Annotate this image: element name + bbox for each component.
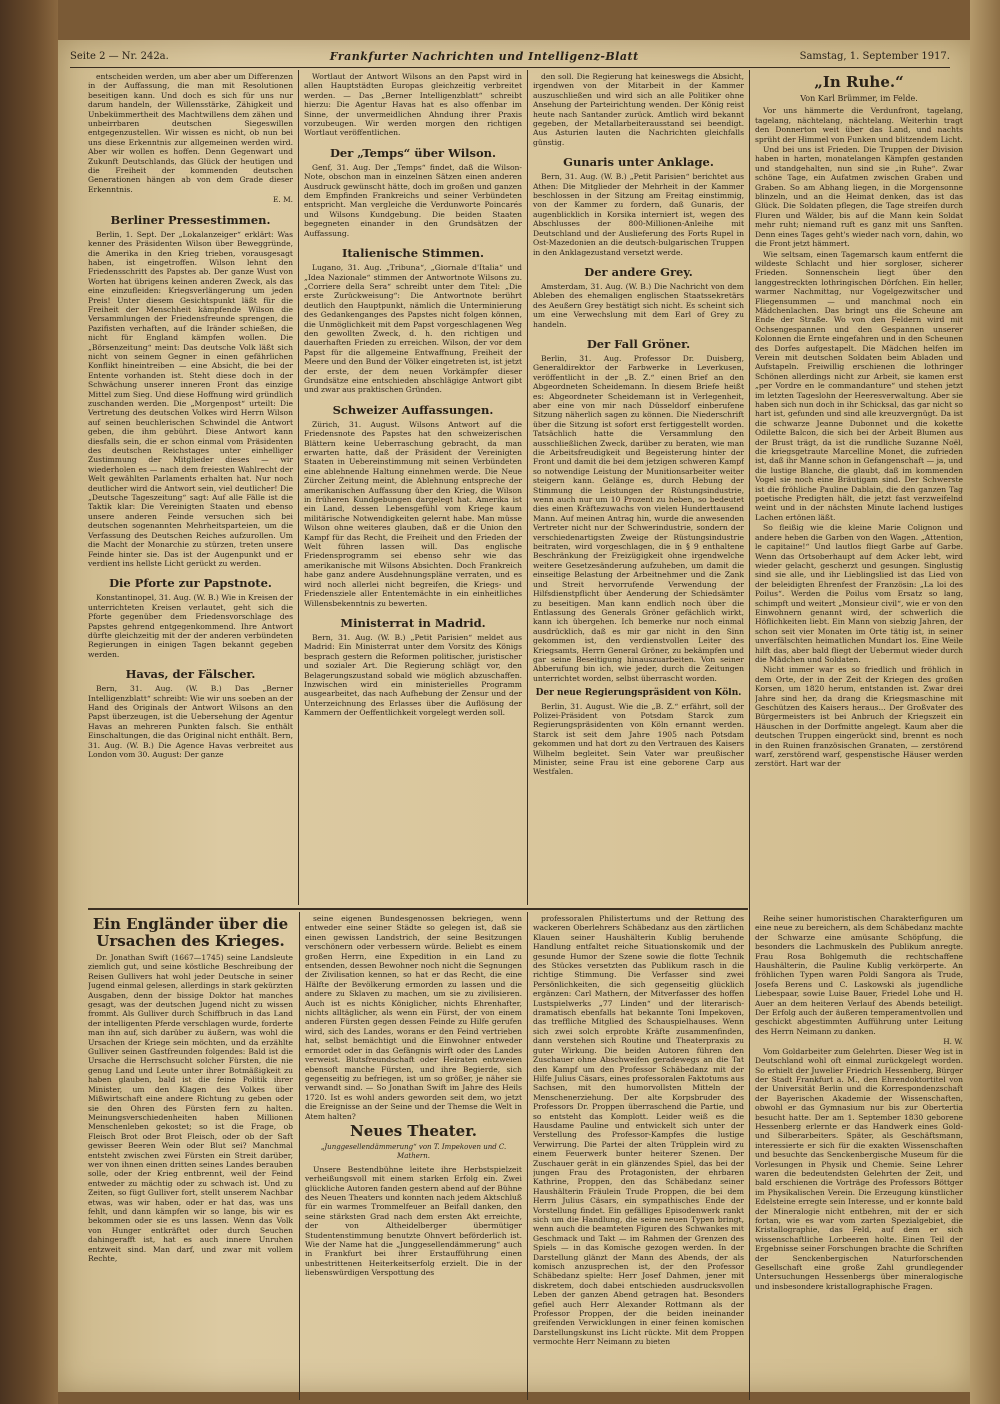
page-edge	[970, 0, 1000, 1404]
article-text: Und bei uns ist Frieden. Die Truppen der Division haben in harten, monatelangen Kämpfen gestanden und standgehalten, nun sind sie „in Ruhe“. Zwar schöne Tage, ein Aufatmen zwischen Graben und Graben. So am Abhang liegen, in die Morgensonne blinzeln, und an die Heimat denken, das ist das Glück. Die Soldaten pflegen, die Tage streifen durch Fluren und Wälder, bis auf die Mann kein Soldat mehr ruht; niemand ruft es ganz mit uns Sanften. Denn eines Tages geht's wieder nach vorn, dahin, wo die Front jetzt hämmert.	[755, 145, 963, 249]
headline: Der Fall Gröner.	[586, 336, 691, 351]
article-text: So fleißig wie die kleine Marie Colignon und andere heben die Garben von den Wagen. „Attention, le capitaine!“ Und lautlos fliegt Garbe auf Garbe. Wenn das Ortsoberhaupt auf dem Acker lebt, wird wieder gelacht, gescherzt und gesungen. Singlustig sind sie alle, und ihr Lieblingslied ist das Lied von der beleidigten Ehrenfest der Französin: „La loi des Poilus“. Werden die Poilus vom Ersatz so lang, schimpft und weitert „Monsieur civil“, wie er von den Einwohnern genannt wird, der schwerlich die Höflichkeiten liebt. Ein Mann von siebzig Jahren, der schon seit vier Monaten im Orte tätig ist, in seiner unverfälschten heimatlichen Mundart los. Eine Weile hilft das, aber bald fliegt der Uebermut wieder durch die Mädchen und Soldaten.	[755, 523, 963, 664]
article-text: Zürich, 31. August. Wilsons Antwort auf die Friedensnote des Papstes hat den schweizerischen Blättern keine Ueberraschung gebracht, da man erwarten hatte, daß der Präsident der Vereinigten Staaten in Uebereinstimmung mit seinen Verbündeten eine ablehnende Haltung einnehmen werde. Die Neue Zürcher Zeitung meint, die Ablehnung entspreche der amerikanischen Auffassung über den Krieg, die Wilson in früheren Kundgebungen dargelegt hat. Amerika ist ein Land, dessen Lebensgefühl vom Kriege kaum militärische Notwendigkeiten gelernt habe. Man müsse Wilson ohne weiteres glauben, daß er die Union den Kampf für das Recht, die Freiheit und den Frieden der Welt führen lassen will. Das englische Friedensprogramm sei ebenso sehr wie das amerikanische mit Wilsons Absichten. Doch Frankreich habe ganz andere Ausdehnungspläne verraten, und es wird noch allerlei nicht begreifen, die Kriegs- und Friedensziele aller Ententemächte in ein einheitliches Willensbekenntnis zu bewerten.	[304, 419, 522, 608]
article-text: Vor uns hämmerte die Verdunfront, tagelang, tagelang, nächtelang, nächtelang. Weiterhin tragt den Donnerton weit über das Land, und nachts sprüht der Himmel von Funken und blitzendem Licht.	[755, 106, 963, 144]
headline: Italienische Stimmen.	[341, 246, 485, 261]
signature: H. W.	[943, 1037, 963, 1047]
issue-date: Samstag, 1. September 1917.	[799, 50, 950, 62]
headline: Gunaris unter Anklage.	[563, 155, 714, 170]
headline: Havas, der Fälscher.	[125, 667, 256, 682]
column-3	[533, 72, 744, 904]
headline: Neues Theater.	[350, 1121, 477, 1140]
page-header	[70, 48, 950, 68]
byline: Von Karl Brümmer, im Felde.	[800, 94, 918, 103]
article-text: Wortlaut der Antwort Wilsons an den Papst wird in allen Hauptstädten Europas gleichzeitig verbreitet werden. — Das „Berner Intelligenzblatt“ schreibt hierzu: Die Agentur Havas hat es also offenbar im Sinne, der unvermeidlichen Ahndung ihrer Praxis vorzubeugen. Wir werden morgen den richtigen Wortlaut veröffentlichen.	[304, 72, 522, 138]
column-2	[304, 72, 522, 904]
feuilleton-title: „In Ruhe.“	[814, 73, 904, 91]
article-text: Dr. Jonathan Swift (1667—1745) seine Landsleute ziemlich gut, und seine köstliche Beschreibung der Reisen Gullivers hat wohl jeder Deutsche in seiner Jugend einmal gelesen, allerdings in stark gekürzten Ausgaben, denn der bissige Doktor hat manches gesagt, was der deutschen Jugend nicht zu wissen frommt. Als Gulliver durch Schiffbruch in das Land der intelligenten Pferde verschlagen wurde, forderte man ihn auf, sich darüber zu äußern, was wohl die Ursachen der Kriege sein möchten, und da erzählte Gulliver seinen Gastfreunden folgendes: Bald ist die Ursache die Herrschsucht solcher Fürsten, die nie genug Land und Leute unter ihrer Botmäßigkeit zu haben glauben, bald ist die feine Politik ihrer Minister, um den Klagen des Volkes über Mißwirtschaft eine andere Richtung zu geben oder sie den Ohren des Fürsten fern zu halten. Meinungsverschiedenheiten haben Millionen Menschenleben gekostet; so ist die Frage, ob Fleisch Brot oder Brot Fleisch, oder ob der Saft gewisser Beeren Wein oder Blut sei? Manchmal entsteht zwischen zwei Fürsten ein Streit darüber, wer von ihnen einen dritten seines Landes berauben solle, oder der Krieg entbrennt, weil der Feind entweder zu mächtig oder zu schwach ist. Und zu Zeiten, so fügt Gulliver fort, stellt unserem Nachbar etwas, was wir haben, oder er hat das, was uns fehlt, und dann kämpfen wir so lange, bis wir es bekommen oder sie es uns lassen. Wenn das Volk von Hunger entkräftet oder durch Seuchen dahingerafft ist, hat es auch innere Unruhen entzweit sind. Man darf, und zwar mit vollem Rechte,	[88, 953, 293, 1263]
column-rule	[527, 70, 528, 905]
subheadline: „Junggesellendämmerung“ von T. Impekoven und C. Mathern.	[320, 1142, 507, 1161]
column-rule	[299, 912, 300, 1400]
article-text: Genf, 31. Aug. Der „Temps“ findet, daß die Wilson-Note, obschon man in einzelnen Sätzen einen anderen Ausdruck gewünscht hätte, doch im großen und ganzen dem Empfinden Frankreichs und seiner Verbündeten entspricht. Man vergleiche die Verdunworte Poincarés und Wilsons Kundgebung. Die beiden Staaten begegneten einander in den Grundsätzen der Auffassung.	[304, 162, 522, 238]
column-rule	[298, 70, 299, 905]
signature: E. M.	[272, 195, 293, 205]
headline: Ministerrat in Madrid.	[340, 615, 486, 630]
article-text: entscheiden werden, um aber aber um Differenzen in der Auffassung, die man mit Resolutionen beseitigen kann. Und doch es sich für uns nur darum handeln, der Willensstärke, Zähigkeit und Unbekümmertheit des Machtwillens dem zähen und unbeirrbaren deutschen Siegeswillen entgegenzustellen. Wir wissen es nicht, ob nun bei uns diese Erkenntnis zur allgemeinen werden wird. Aber wir wollen es hoffen. Denn Gegenwart und Zukunft Deutschlands, das Glück der heutigen und die Freiheit der kommenden deutschen Generationen hängen ab von dem Grade dieser Erkenntnis.	[88, 72, 293, 194]
article-text: Amsterdam, 31. Aug. (W. B.) Die Nachricht von dem Ableben des ehemaligen englischen Staatssekretärs des Aeußern Grey bestätigt sich nicht. Es scheint sich um eine Verwechslung mit dem Earl of Grey zu handeln.	[533, 281, 744, 329]
headline: Der „Temps“ über Wilson.	[329, 145, 497, 160]
page-number: Seite 2 — Nr. 242a.	[70, 50, 169, 62]
section-rule	[88, 908, 748, 910]
article-text: Wie seltsam, einen Tagemarsch kaum entfernt die wildeste Schlacht und hier sorgloser, sicherer Frieden. Sonnenschein liegt über den langgestreckten lothringischen Dörfchen. Ein heller, warmer Nachmittag, nur Vogelgezwitscher und Fliegensummen — und manchmal noch ein Mädchenlachen. Das bringt uns die Scheune am Ende der Straße. Wo von den Feldern wird mit Ochsengespannen und den Gespannen unserer Kolonnen die Ernte eingefahren und in den Scheunen des Dorfes aufgestapelt. Die Mädchen helfen im Verein mit deutschen Soldaten beim Abladen und Aufstapeln. Freiwillig erschienen die lothringer Schönen allerdings nicht zur Arbeit, sie kamen erst „per Vordre en le commandanture“ und stehen jetzt im letzten Tageslohn der Heeresverwaltung. Aber sie haben sich nun doch in ihr Schicksal, das gar nicht so hart ist, gefunden und sind alle kreuzvergnügt. Da ist die schwarze Jeanne Dubonnet und die kokette Odilette Balcon, die sich bei der Arbeit Blumen aus der Brust trägt, da ist die rundliche Suzanne Noël, die kriegsgetraute Marcelline Monet, die zufrieden ist, daß ihr Manne schon in Gefangenschaft — ja, und die lustige Blanche, die glaubt, daß im kommenden Vogel sie noch eine Bräutigam sind. Der Schwerste ist die fröhliche Pauline Dablain, die den ganzen Tag poetische Predigten hält, die jetzt fast verzweifelnd weint und in der nächsten Minute lachend lustiges Lachen ertönen läßt.	[755, 249, 963, 522]
bottom-column-4	[755, 914, 963, 1400]
article-text: professoralen Philistertums und der Rettung des wackeren Oberlehrers Schäbedanz aus den zärtlichen Klauen seiner Haushälterin Kublig beruhende Handlung entfaltet reiche Situationskomik und der gesunde Humor der Szene sowie die flotte Technik des Stückes versetzten das Publikum rasch in die richtige Stimmung. Die Verfasser sind zwei Persönlichkeiten, die sich gegenseitig glücklich ergänzen: Carl Mathern, der Mitverfasser des hoffen Lustspielwerks „77 Linden“ und der literarisch-dramatisch ebenfalls hat bekannte Toni Impekoven, das treffliche Mitglied des Schauspielhauses. Wenn sich zwei solch erprobte Kräfte zusammenfinden, dann verstehen sich Routine und Theaterpraxis zu guter Wirkung. Die beiden Autoren führen den Zuschauer ohne Abschweifen geradewegs an die Tat den Kampf um den Professor Schäbedanz mit der Hilfe Julius Cäsars, eines professoralen Faktotums aus Sachsen, mit den humorvollsten Mitteln der Menschenerziehung. Der alte Korpsbruder des Professors Dr. Proppen überraschend die Partie, und so entsteht das Komplott. Leider weiß es die Hausdame Pauline und entwickelt sich unter der Verstellung des Professor-Kampfes die lustige Verwirrung. Die Partei der alten Trüpplein wird zu einem Feuerwerk bunter heiterer Szenen. Der Zuschauer gerät in ein glänzendes Spiel, das bei der jungen Frau des Protagonisten, der ehrbaren Kathrine, Proppen, den das Schäbedanz seiner Haushälterin Fräulein Trude Proppen, die bei dem Herrn Julius Cäsars, ein sympathisches Ende der Vorstellung findet. Ein gefälliges Episodenwerk rankt sich um die Handlung, die seine neuen Typen bringt, wenn auch die beamteten Figuren des Schwankes mit Geschmack und Takt — im Rahmen der Grenzen des Spiels — in das Komische gezogen werden. In der Darstellung glänzt der Mann des Abends, der als komisch anzusprechen ist, der den Professor Schäbedanz spielte: Herr Josef Dahmen, jener mit diskretem, doch dabei entschieden ausdrucksvollen Leben der ganzen Abend getragen hat. Besonders gefiel auch Herr Alexander Rottmann als der Professor Proppen, der die beiden ineinander greifenden Verwicklungen in einer feinen komischen Darstellungskunst ins Licht rückte. Mit dem Proppen vermochte Herr Neimann zu bieten	[533, 914, 744, 1347]
headline: Der neue Regierungspräsident von Köln.	[535, 688, 742, 699]
headline: Der andere Grey.	[584, 264, 693, 279]
article-text: Berlin, 31. August. Wie die „B. Z.“ erfährt, soll der Polizei-Präsident von Potsdam Starck zum Regierungspräsidenten von Köln ernannt werden. Starck ist seit dem Jahre 1905 nach Potsdam gekommen und hat dort zu den Vertrauen des Kaisers Wilhelm begleitet. Sein Vater war preußischer Minister, seine Frau ist eine geborene Carp aus Westfalen.	[533, 701, 744, 777]
article-text: Reihe seiner humoristischen Charakterfiguren um eine neue zu bereichern, als dem Schäbedanz machte der Schwarze eine amüsante Schöpfung, die besonders die Lachmuskeln des Publikum anregte. Frau Rosa Bohlgemuth die rechtschaffene Haushälterin, die Pauline Kublig verkörperte. An fröhlichen Typen waren Poldi Sangora als Trude, Josefa Berens und C. Laskowski als jugendliche Liebespaar, sowie Luise Bauer, Friedel Lohe und H. Auer an dem heiteren Verlauf des Abends beteiligt. Der Erfolg auch der äußeren temperamentvollen und geschickt abgestimmten Aufführung unter Leitung des Herrn Neimann zu danken.	[755, 914, 963, 1036]
headline: Schweizer Auffassungen.	[332, 402, 494, 417]
article-text: Lugano, 31. Aug. „Tribuna“, „Giornale d'Italia“ und „Idea Nazionale“ stimmen der Antwortnote Wilsons zu. „Corriere della Sera“ schreibt unter dem Titel: „Die erste Zurückweisung“: Die Antwortnote berührt deutlich den Hauptpunkt, nämlich die Unterminierung des Gedankenganges des Papstes nicht folgen können, die Unmöglichkeit mit dem Papst vorgeschlagenen Weg den gewollten Zweck, d. h. den richtigen und dauerhaften Frieden zu erreichen. Wilson, der vor dem Papst für die allgemeine Entwaffnung, Freiheit der Meere und den Bund der Völker eingetreten ist, ist jetzt der erste, der dem neuen Vorkämpfer dieser Grundsätze eine entschieden abschlägige Antwort gibt und zwar aus praktischen Gründen.	[304, 263, 522, 395]
headline: Die Pforte zur Papstnote.	[109, 576, 272, 591]
book-spine	[0, 0, 58, 1404]
article-text: den soll. Die Regierung hat keineswegs die Absicht, irgendwen von der Mitarbeit in der Kammer auszuschließen und wird sich an alle Politiker ohne Ansehung der Parteirichtung wenden. Der König reist heute nach Santander zurück. Amtlich wird bekannt gegeben, der Metallarbeiterausstand sei beendigt. Aus Asturien lauten die Nachrichten gleichfalls günstig.	[533, 72, 744, 147]
article-text: seine eigenen Bundesgenossen bekriegen, wenn entweder eine seiner Städte so gelegen ist, daß sie einen gewissen Landstrich, der seine Besitzungen verschönern oder verbessern würde. Beliebt es einem großen Herrn, eine Expedition in ein Land zu entsenden, dessen Bewohner noch nicht die Segnungen der Zivilisation kennen, so hat er das Recht, die eine Hälfte der Bevölkerung ermorden zu lassen und die andere zu Sklaven zu machen, um sie zu zivilisieren. Auch ist es nichts Königlicher, nichts Ehrenhafter, nichts alltäglicher, als wenn ein Fürst, der von einem anderen Fürsten gegen dessen Feinde zu Hilfe gerufen wird, sich des Landes, worans er den Feind vertrieben hat, selbst bemächtigt und die Einwohner entweder ermordet oder in das Gefängnis wirft oder des Landes verweist. Blutsfreundschaft oder Heiraten entzweien ebensoft manche Fürsten, und ihre Begierde, sich gegenseitig zu befriegen, ist um so größer, je näher sie verwandt sind. — So Jonathan Swift im Jahre des Heils 1720. Ist es wohl anders geworden seit dem, wo jetzt die Ereignisse an der Seine und der Themse die Welt in Atem halten?	[305, 914, 522, 1121]
bottom-column-1	[88, 914, 293, 1400]
feature-title: Ein Engländer über die Ursachen des Krieges.	[92, 915, 289, 950]
column-rule	[749, 70, 750, 1400]
bottom-column-3	[533, 914, 744, 1400]
article-text: Bern, 31. Aug. (W. B.) „Petit Parisien“ meldet aus Madrid: Ein Ministerrat unter dem Vorsitz des Königs besprach gestern die Reformen politischer, juristischer und sozialer Art. Die Regierung schlägt vor, den Belagerungszustand sobald wie möglich abzuschaffen. Inzwischen wird ein ministerielles Programm ausgearbeitet, das nach Aufhebung der Zensur und der Unterzeichnung des Erlasses über die Auflösung der Kammern der Oeffentlichkeit vorgelegt werden soll.	[304, 632, 522, 718]
article-text: Berlin, 1. Sept. Der „Lokalanzeiger“ erklärt: Was kenner des Präsidenten Wilson über Beweggründe, die Amerika in den Krieg trieben, vorausgesagt haben, ist eingetroffen. Wilson lehnt den Friedensschritt des Papstes ab. Der ganze Wust von Worten hat übrigens keinen anderen Zweck, als das eine einzufleiden: Kriegsverlängerung um jeden Preis! Unter diesem Gesichtspunkt läßt für die Freiheit der Menschheit kämpfende Wilson die Versammlungen der Friedensfreunde sprengen, die Pazifisten verhaften, auf die Iränder schießen, die nicht für England kämpfen wollen. Die „Börsenzeitung“ meint: Das deutsche Volk läßt sich nicht von seinem Gegner in einen gefährlichen Konflikt hineintreiben — eine Absicht, die bei der Entente vorhanden ist. Steht diese doch in der Schwächung unserer inneren Front das einzige Mittel zum Sieg. Und diese Hoffnung wird gründlich zuschanden werden. Die „Morgenpost“ urteilt: Die Vertretung des deutschen Volkes wird Herrn Wilson auf seinen beuchlerischen Schwindel die Antwort geben, die ihm gebührt. Diese Antwort kann diesfalls sein, die er schon einmal vom Präsidenten des deutschen Reichstages unter einhelliger Zustimmung der Mitglieder dieses — wir wiederholen es — nach dem freiesten Wahlrecht der Welt gewählten Parlaments erhalten hat. Nur noch deutlicher wird die Antwort sein, viel deutlicher! Die „Deutsche Tageszeitung“ sagt: Auf alle Fälle ist die Taktik klar: Die Vereinigten Staaten und ebenso unsere anderen Feinde versuchen sich bei deutschen sogenannten Mehrheitsparteien, um die Verfassung des Deutschen Reiches aufzurollen. Um die Macht der Monarchie zu stürzen, treten unsere Feinde hinter sie. Das ist der Augenpunkt und er verdient ins hellste Licht gerückt zu werden.	[88, 229, 293, 568]
article-text: Unsere Bestendbühne leitete ihre Herbstspielzeit verheißungsvoll mit einem starken Erfolg ein. Zwei glückliche Autoren fanden gestern abend auf der Bühne des Neuen Theaters und konnten nach jedem Aktschluß für ein warmes Trommelfeuer an Beifall danken, den seine stärksten Grad nach dem ersten Akt erreichte, der von Altheidelberger übermütiger Studentenstimmung benutzte Ohnvert beförderlich ist. Wie der Name hat die „Junggesellendämmerung“ auch in Frankfurt bei ihrer Erstaufführung einen unbestrittenen Heiterkeitserfolg erzielt. Die in der liebenswürdigen Verspottung des	[305, 1164, 522, 1278]
column-4	[755, 72, 963, 904]
article-text: Berlin, 31. Aug. Professor Dr. Duisberg, Generaldirektor der Farbwerke in Leverkusen, veröffentlicht in der „B. Z.“ einen Brief an den Abgeordneten Scheidemann. In diesem Briefe heißt es: Abgeordneter Scheidemann ist in Verlegenheit, aber eine von mir nach Düsseldorf einberufene Sitzung näherlich sagen zu können. Die Niederschrift über die Sitzung ist sofort erst fertiggestellt worden. Tatsächlich hatte die Versammlung den ausschließlichen Zweck, darüber zu beraten, wie man die Arbeitsfreudigkeit und Begeisterung hinter der Front und damit die bei dem jetzigen schweren Kampf so notwendige Leistung der Munitionsarbeiter weiter steigern kann. Gelänge es, durch Hebung der Stimmung die Leistungen der Rüstungsindustrie, wenn auch nur um 10 Prozent zu heben, so bedeutet dies einen Kräftezuwachs von vielen Hunderttausend Mann. Auf meinen Antrag hin, wurde die anwesenden Vertreter nicht nur der Schwerindustrie, sondern der verschiedenartigsten Zweige der Rüstungsindustrie beitraten, wird vorgeschlagen, die in § 9 enthaltene Beschränkung der Freizügigkeit ohne irgendwelche weitere Gesetzesänderung aufzuheben, um damit die einseitige Belastung der Arbeitnehmer und die Zank und Streit hervorrufende Verwendung der Hilfsdienstpflicht über Aenderung der Schiedsämter zu beseitigen. Man kann endlich noch über die Entlassung des Generals Gröner gefächlich wirkt, kann ich übergehen. Ich bemerke nur noch einmal ausdrücklich, daß es mir gar nicht in den Sinn gekommen ist, den verdienstvollen Leiter des Kriegsamts, Herrn General Gröner, zu bekämpfen und gar seine Beseitigung hinauszuarbeiten. Von seiner Abberufung bin ich, wie jeder, durch die Zeitungen unterrichtet worden, selbst überrascht worden.	[533, 353, 744, 683]
column-rule	[527, 912, 528, 1400]
headline: Berliner Pressestimmen.	[110, 212, 271, 227]
article-text: Bern, 31. Aug. (W. B.) „Petit Parisien“ berichtet aus Athen: Die Mitglieder der Mehrheit in der Kammer beschlossen in der Sitzung am Freitag einstimmig, von der Kammer zu fordern, daß Gunaris, der augenblicklich in Korsika interniert ist, wegen des Abschlusses der 800-Millionen-Anleihe mit Deutschland und der Auslieferung des Forts Rupel in Ost-Mazedonien an die deutsch-bulgarischen Truppen in den Anklagezustand versetzt werde.	[533, 172, 744, 257]
article-text: Konstantinopel, 31. Aug. (W. B.) Wie in Kreisen der unterrichteten Kreisen verlautet, geht sich die Pforte gegenüber dem Friedensvorschlage des Papstes gehrend entgegenkommend. Ihre Antwort dürfte gleichzeitig mit der der anderen verbündeten Regierungen in einigen Tagen bekannt gegeben werden.	[88, 593, 293, 659]
article-text: Vom Goldarbeiter zum Gelehrten. Dieser Weg ist in Deutschland wohl oft einmal zurückgelegt worden. So erhielt der Juwelier Friedrich Hessenberg, Bürger der Stadt Frankfurt a. M., den Ehrendoktortitel von der Universität Berlin und die Korrespondenzschaft der Bayerischen Akademie der Wissenschaften, obwohl er das Gymnasium nur bis zur Obertertia besucht hatte. Der am 1. September 1830 geborene Hessenberg erlernte er das Handwerk eines Gold- und Silberarbeiters. Später, als Geschäftsmann, interessierte er sich für die exakten Wissenschaften und besuchte das Senckenbergische Museum für die Vorlesungen in Physik und Chemie. Seine Lehrer waren die bedeutendsten Gelehrten der Zeit, und bald erschienen die Vorträge des Professors Böttger im Physikalischen Verein. Die Erzeugung künstlicher Edelsteine erregte sein Interesse, und er konnte bald der Mineralogie nicht entbehren, mit der er sich fortan, wie es war vom zarten Spezialgebiet, die Kristallographie, das Feld, auf dem er sich wissenschaftliche Lorbeeren holte. Einen Teil der Ergebnisse seiner Forschungen brachte die Schriften der Senckenbergischen Naturforschenden Gesellschaft eine große Zahl grundlegender Untersuchungen Hessenbergs über mineralogische und insbesondere kristallographische Fragen.	[755, 1046, 963, 1291]
article-text: Bern, 31. Aug. (W. B.) Das „Berner Intelligenzblatt“ schreibt: Wie wir uns soeben an der Hand des Originals der Antwort Wilsons an den Papst überzeugen, ist die Uebersehung der Agentur Havas an mehreren Punkten falsch. Sie enthält Einschaltungen, die das Original nicht enthält. Bern, 31. Aug. (W. B.) Die Agence Havas verbreitet aus London vom 30. August: Der ganze	[88, 684, 293, 759]
bottom-column-2	[305, 914, 522, 1400]
column-1	[88, 72, 293, 904]
article-text: Nicht immer war es so friedlich und fröhlich in dem Orte, der in der Zeit der Kriegen des großen Korsen, um 1820 herum, entstanden ist. Zwar drei Jahre sind her, da drang die Kriegsmaschine mit Geschützen des Kaisers heraus... Der Großvater des Bürgermeisters ist bei Anbruch der Kriegszeit ein Häuschen in der Dorfmitte angelegt. Kaum aber die deutschen Truppen eingerückt sind, brennt es noch in den Ruinen französischen Granaten, — zerstörend warf, zerstörend warf, gespenstische Häuser werden zerstört. Hart war der	[755, 665, 963, 769]
masthead: Frankfurter Nachrichten und Intelligenz-Blatt	[329, 49, 639, 63]
